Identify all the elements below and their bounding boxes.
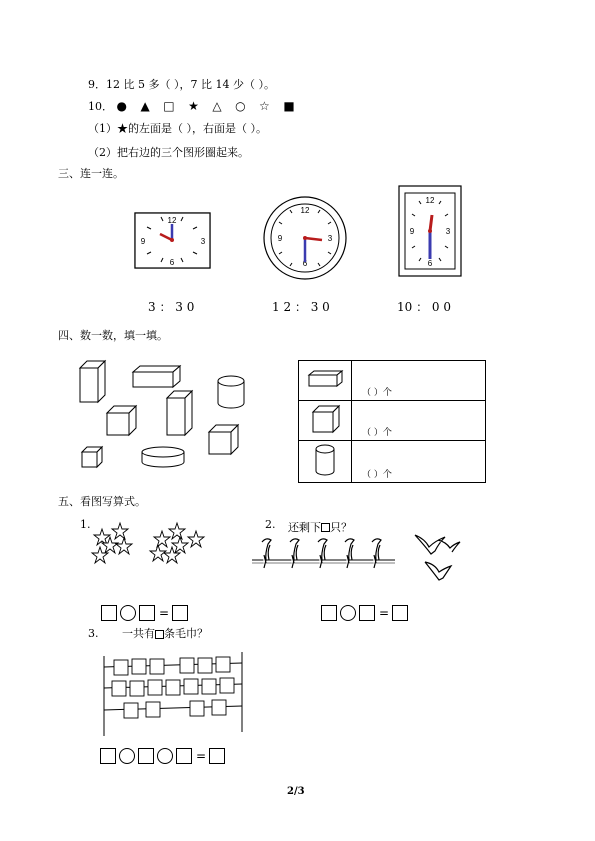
filled-triangle-shape: ▲: [140, 99, 150, 113]
answer-box[interactable]: [100, 748, 116, 764]
question-10-sub2: （2）把右边的三个图形圈起来。: [88, 146, 249, 159]
question-9: 9．12 比 5 多（ ），7 比 14 少（ ）。: [88, 78, 275, 91]
operator-circle[interactable]: [340, 605, 356, 621]
answer-box[interactable]: [176, 748, 192, 764]
cuboid-count-blank[interactable]: （ ）个: [352, 361, 486, 401]
answer-box[interactable]: [321, 605, 337, 621]
answer-box[interactable]: [392, 605, 408, 621]
cylinder-count-blank[interactable]: （ ）个: [352, 441, 486, 483]
question-10-sub1: （1）★的左面是（ ），右面是（ ）。: [88, 122, 267, 135]
answer-box[interactable]: [139, 605, 155, 621]
svg-text:3: 3: [445, 227, 451, 236]
filled-circle-shape: ●: [116, 99, 127, 113]
formula-row-2: [321, 602, 411, 621]
answer-box[interactable]: [101, 605, 117, 621]
time-label-1: 3 ： 3 0: [148, 300, 195, 314]
equals-sign: =: [159, 605, 170, 620]
svg-text:9: 9: [140, 237, 146, 246]
answer-box[interactable]: [172, 605, 188, 621]
operator-circle[interactable]: [119, 748, 135, 764]
empty-triangle-shape: △: [212, 99, 222, 113]
answer-box[interactable]: [359, 605, 375, 621]
flying-birds-icon: [415, 535, 460, 580]
equals-sign: =: [379, 605, 390, 620]
time-label-3: 10 ： 0 0: [397, 300, 451, 314]
svg-text:12: 12: [167, 216, 177, 225]
problem-3-question: [122, 627, 208, 641]
problem-1-label: 1.: [80, 518, 91, 531]
problem-2-label: 2.: [265, 518, 276, 531]
operator-circle[interactable]: [157, 748, 173, 764]
answer-box[interactable]: [155, 630, 164, 639]
section-4-title: 四、数一数，填一填。: [58, 329, 168, 342]
svg-text:6: 6: [169, 258, 175, 267]
star-group-2-icon: [150, 523, 204, 563]
question-10-label: 10．: [88, 100, 113, 113]
svg-text:9: 9: [409, 227, 415, 236]
perched-birds-icon: [262, 539, 381, 568]
problem-2-text-a: 还剩下: [288, 521, 321, 534]
formula-row-3: [100, 745, 228, 764]
equals-sign: =: [196, 748, 207, 763]
empty-square-shape: □: [163, 99, 175, 113]
problem-2-text-b: 只？: [330, 521, 352, 534]
time-label-2: 1 2 ： 3 0: [272, 300, 330, 314]
page-number: 2/3: [287, 786, 305, 797]
section-5-title: 五、看图写算式。: [58, 495, 146, 508]
filled-star-shape: ★: [188, 99, 199, 113]
answer-box[interactable]: [209, 748, 225, 764]
operator-circle[interactable]: [120, 605, 136, 621]
section-3-title: 三、连一连。: [58, 167, 124, 180]
cube-count-blank[interactable]: （ ）个: [352, 401, 486, 441]
svg-text:12: 12: [425, 196, 435, 205]
svg-text:6: 6: [427, 259, 433, 268]
answer-box[interactable]: [138, 748, 154, 764]
star-group-1-icon: [92, 523, 132, 563]
problem-3-text-b: 条毛巾？: [164, 627, 208, 640]
svg-text:9: 9: [277, 234, 283, 243]
filled-square-shape: ■: [283, 99, 295, 113]
svg-text:6: 6: [302, 259, 308, 268]
problem-3-label: 3.: [88, 627, 99, 640]
empty-star-shape: ☆: [259, 99, 270, 113]
empty-circle-shape: ○: [235, 99, 246, 113]
svg-text:3: 3: [327, 234, 333, 243]
svg-text:3: 3: [200, 237, 206, 246]
formula-row-1: [101, 602, 191, 621]
svg-text:12: 12: [300, 206, 310, 215]
problem-3-text-a: 一共有: [122, 627, 155, 640]
